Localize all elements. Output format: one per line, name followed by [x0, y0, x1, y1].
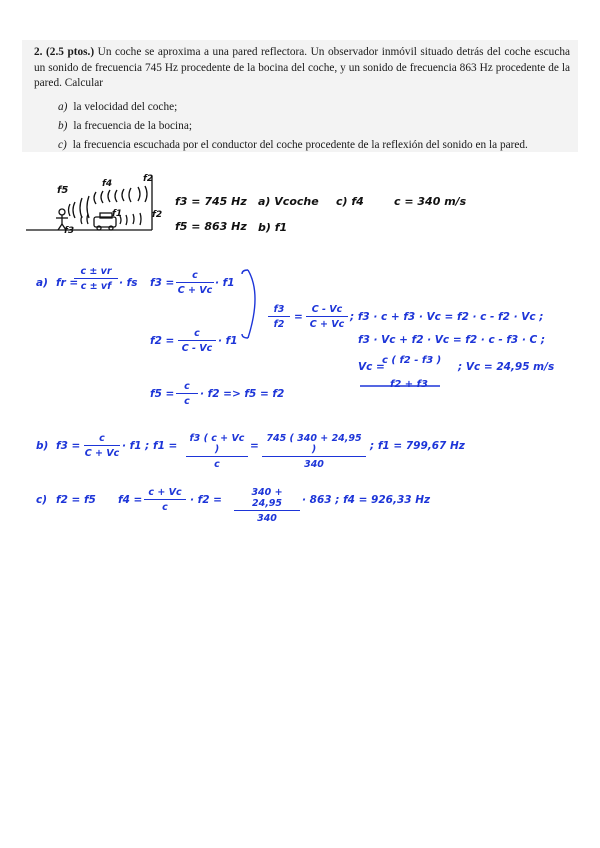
sketch-label-f5: f5: [57, 185, 69, 196]
problem-number: 2.: [34, 46, 43, 58]
part-b-mid: · f1 ; f1 =: [122, 440, 178, 452]
problem-item-a: a) la velocidad del coche;: [58, 101, 178, 113]
ratio-velocity: $\frac{C - Vc}{C + Vc}$: [306, 304, 348, 330]
sketch-label-f2-top: f2: [143, 174, 154, 184]
eq-f2-lhs: f2 =: [150, 335, 175, 347]
problem-item-c: c) la frecuencia escuchada por el conductor del coche procedente de la reflexión del sonido en la pared.: [58, 139, 528, 151]
part-c-given: f2 = f5: [56, 494, 96, 506]
problem-body: Un coche se aproxima a una pared reflectora. Un observador inmóvil situado detrás del coche escucha un sonido de frecuencia 745 Hz procedente de la bocina del coche, y un sonido de frecuencia 863 Hz procedente de la pared. Calcular: [34, 46, 571, 90]
eq-f5-lhs: f5 =: [150, 388, 175, 400]
sketch-label-f4: f4: [102, 179, 113, 189]
vc-denominator: f2 + f3: [390, 379, 428, 390]
problem-item-b: b) la frecuencia de la bocina;: [58, 120, 192, 132]
speed-of-sound: c = 340 m/s: [394, 195, 467, 208]
asked-c: c) f4: [336, 195, 364, 208]
given-f5: f5 = 863 Hz: [175, 220, 247, 233]
eq-f5-fraction: $\frac{c}{c}$: [176, 381, 198, 407]
eq-f3-lhs: f3 =: [150, 277, 175, 289]
part-b-fraction-3: $\frac{745 ( 340 + 24,95 )}{340}$: [262, 433, 366, 470]
part-c-mid: f4 =: [118, 494, 143, 506]
eq-f2-rhs: · f1: [218, 335, 238, 347]
sketch-label-f2-wall: f2: [152, 210, 163, 220]
eq-f3-rhs: · f1: [215, 277, 235, 289]
part-c-rhs: · f2 =: [190, 494, 222, 506]
part-b-fraction-1: $\frac{c}{C + Vc}$: [84, 433, 120, 459]
algebra-line-1: ; f3 · c + f3 · Vc = f2 · c - f2 · Vc ;: [350, 311, 544, 323]
eq-f2-fraction: $\frac{c}{C - Vc}$: [178, 328, 216, 354]
ratio-equals: =: [294, 311, 303, 323]
eq-f3-fraction: $\frac{c}{C + Vc}$: [177, 270, 213, 296]
asked-b: b) f1: [258, 221, 288, 234]
vc-lhs: Vc =: [358, 361, 385, 373]
part-c-result: · 863 ; f4 = 926,33 Hz: [302, 494, 431, 506]
doppler-general-rhs: · fs: [119, 277, 138, 289]
doppler-general-fraction: $\frac{c \pm vr}{c \pm vf}$: [74, 266, 118, 292]
algebra-line-2: f3 · Vc + f2 · Vc = f2 · c - f3 · C ;: [358, 334, 546, 346]
part-c-fraction-2: $\frac{340 + 24,95}{340}$: [234, 487, 300, 524]
part-a-tag: a): [36, 277, 48, 289]
part-b-tag: b): [36, 440, 49, 452]
sketch-label-f1: f1: [112, 209, 123, 219]
eq-f5-rhs: · f2 => f5 = f2: [200, 388, 285, 400]
doppler-general-lhs: fr =: [56, 277, 79, 289]
part-b-equals: =: [250, 440, 259, 452]
part-c-tag: c): [36, 494, 48, 506]
sketch-label-f3: f3: [64, 226, 75, 236]
asked-a: a) Vcoche: [258, 195, 319, 208]
vc-result: ; Vc = 24,95 m/s: [458, 361, 555, 373]
problem-points: (2.5 ptos.): [46, 46, 95, 58]
given-f3: f3 = 745 Hz: [175, 195, 247, 208]
vc-numerator: c ( f2 - f3 ): [382, 355, 442, 366]
part-b-result: ; f1 = 799,67 Hz: [370, 440, 465, 452]
ratio-f3-f2: $\frac{f3}{f2}$: [268, 304, 290, 330]
part-c-fraction-1: $\frac{c + Vc}{c}$: [144, 487, 186, 513]
part-b-fraction-2: $\frac{f3 ( c + Vc )}{c}$: [186, 433, 248, 470]
part-b-lhs: f3 =: [56, 440, 81, 452]
